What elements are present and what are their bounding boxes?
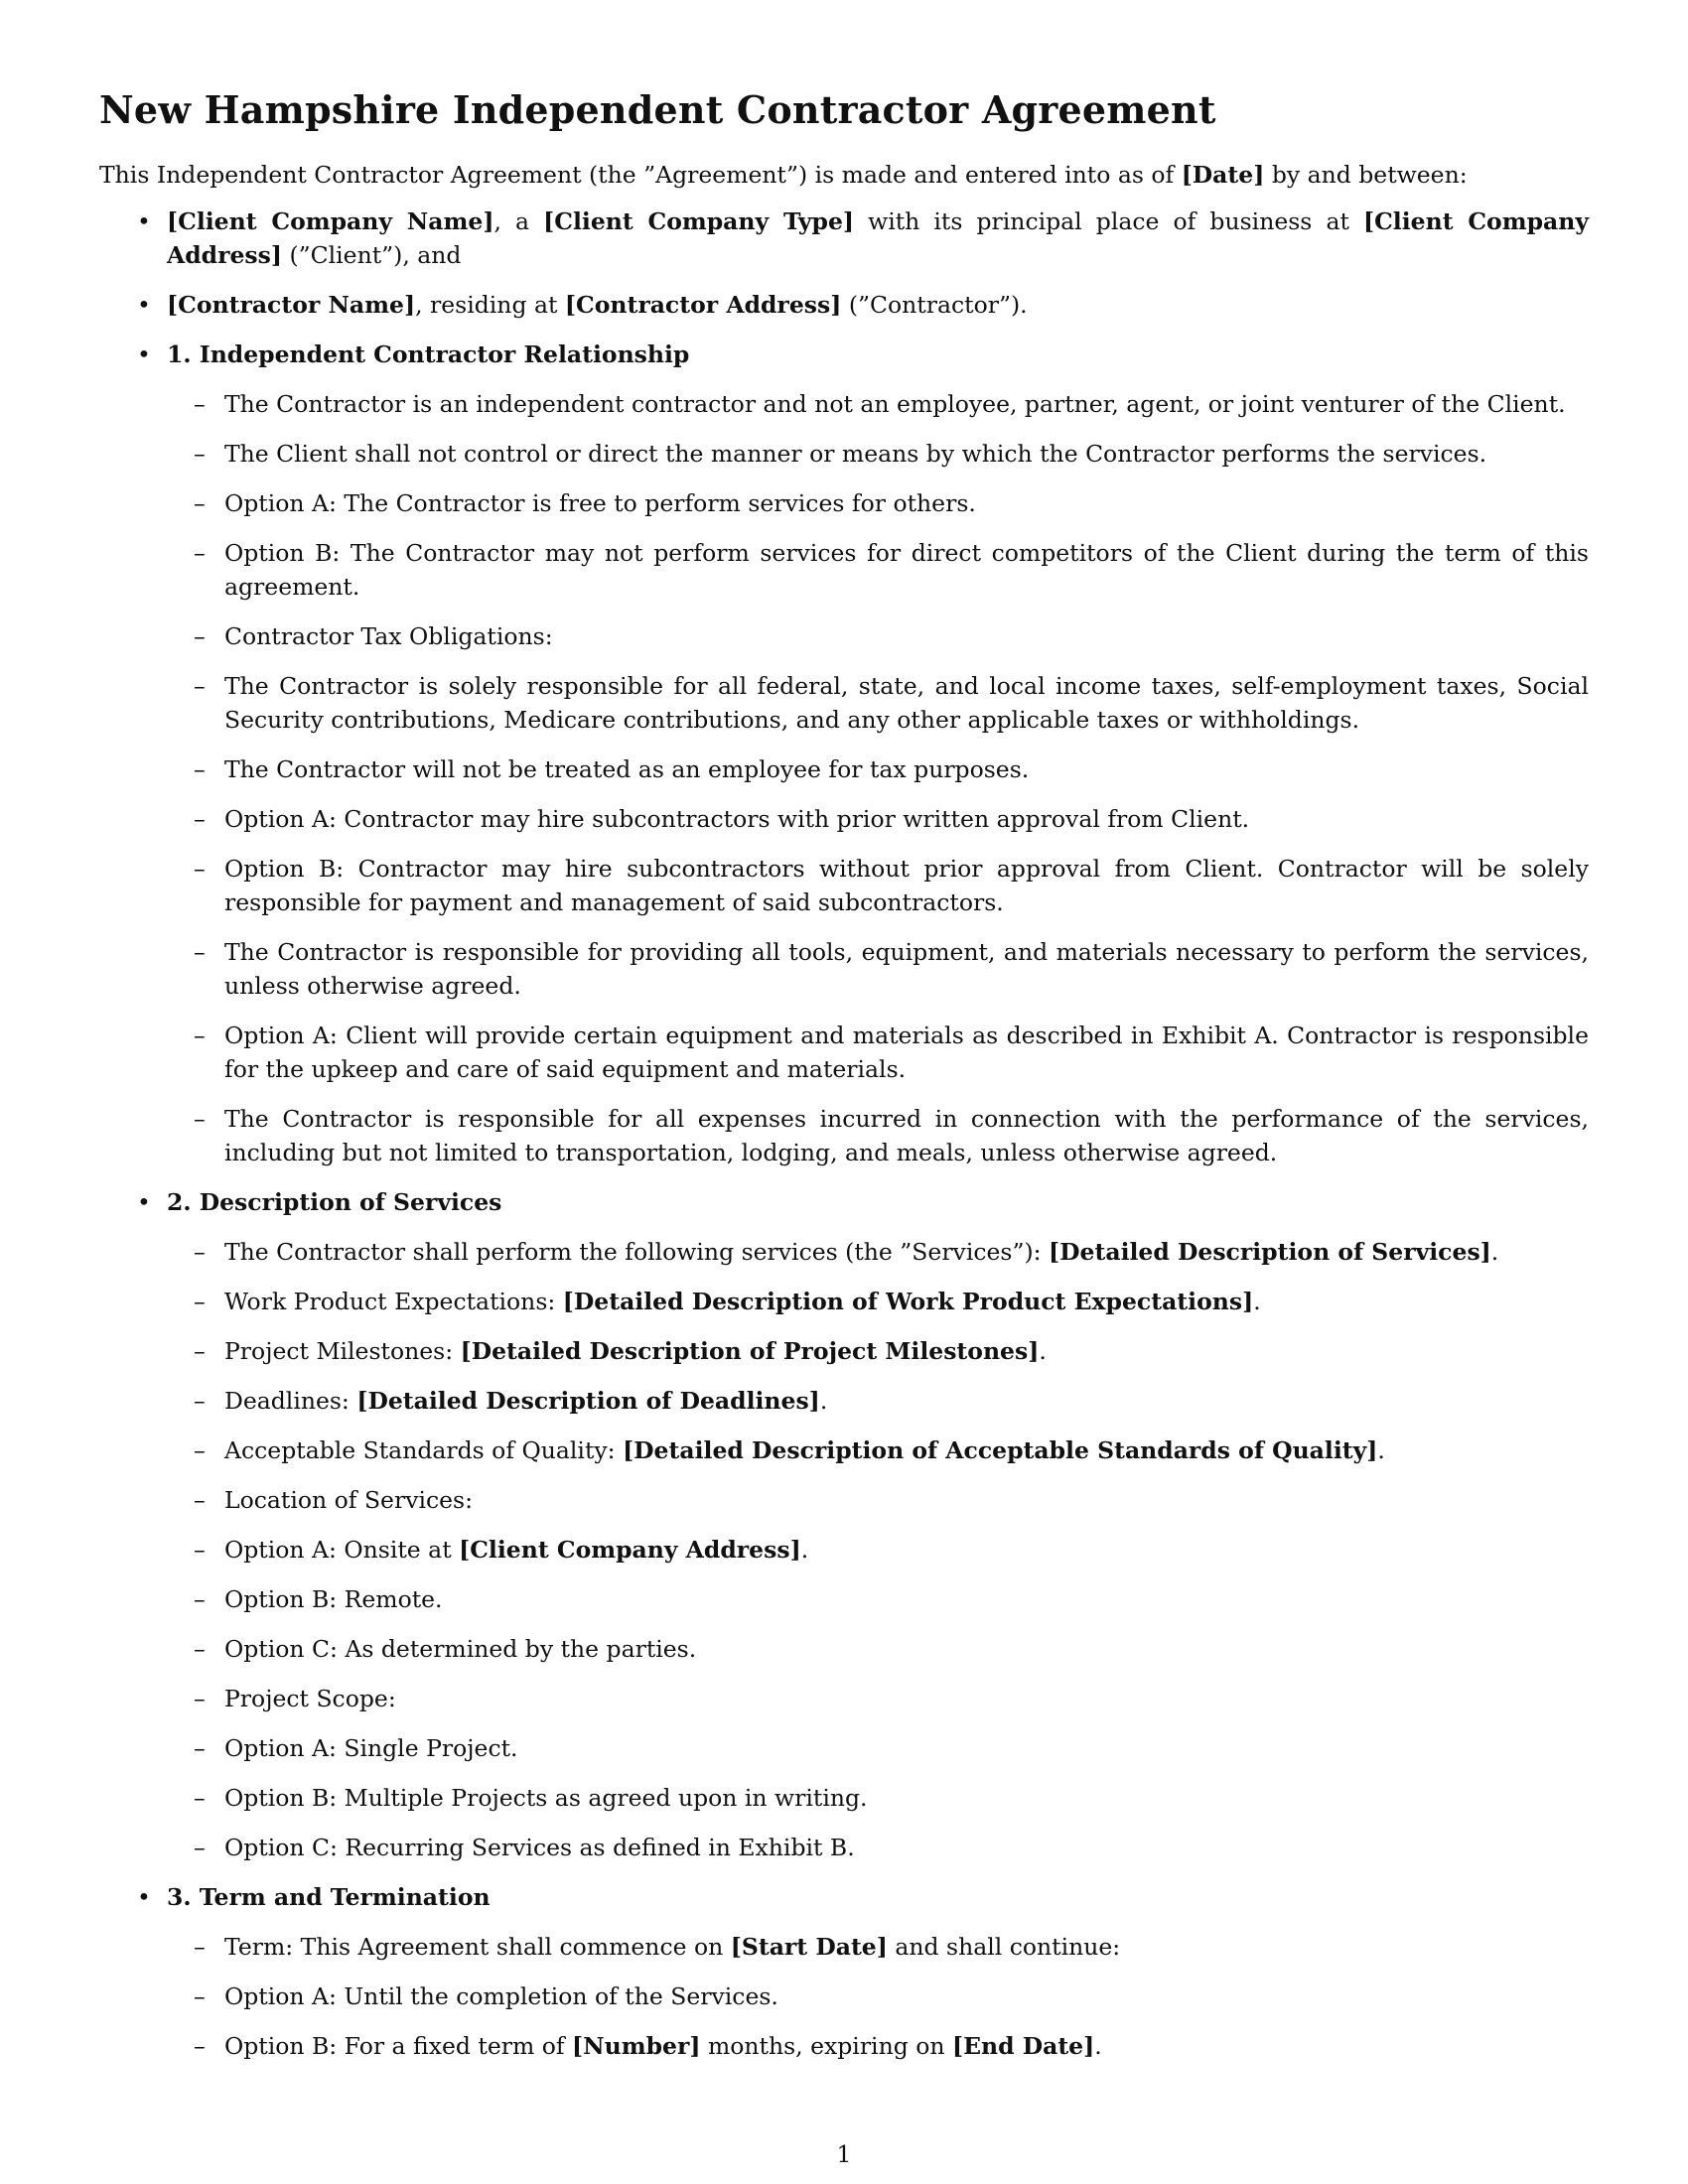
- client-type-placeholder: [Client Company Type]: [543, 207, 855, 235]
- list-item: – Project Scope:: [164, 1682, 1589, 1715]
- list-item: [164, 1235, 1589, 1269]
- text: Acceptable Standards of Quality:: [224, 1436, 624, 1464]
- text: (”Client”), and: [282, 241, 462, 269]
- section-2-title: 2. Description of Services: [167, 1188, 502, 1216]
- contractor-party-item: [99, 288, 1589, 322]
- section-2: [99, 1185, 1589, 1864]
- onsite-address-placeholder: [Client Company Address]: [459, 1536, 801, 1564]
- contractor-name-placeholder: [Contractor Name]: [167, 291, 416, 319]
- text: , a: [493, 207, 544, 235]
- number-placeholder: [Number]: [572, 2032, 701, 2060]
- list-item: – Option B: Multiple Projects as agreed upon in writing.: [164, 1781, 1589, 1815]
- document-title: New Hampshire Independent Contractor Agreement: [99, 87, 1216, 132]
- list-item: [164, 1384, 1589, 1418]
- list-item: [164, 1930, 1589, 1964]
- text: .: [1490, 1238, 1499, 1266]
- text: .: [800, 1536, 809, 1564]
- section-3-title: 3. Term and Termination: [167, 1883, 491, 1911]
- list-item: [164, 1334, 1589, 1368]
- client-party-item: [99, 205, 1589, 272]
- list-item: – Option A: Client will provide certain equipment and materials as described in Exhibit A. Contractor is responsible for the upkeep and care of said equipment and materials.: [164, 1019, 1589, 1086]
- section-1-title: 1. Independent Contractor Relationship: [167, 341, 690, 368]
- list-item: – The Contractor will not be treated as an employee for tax purposes.: [164, 752, 1589, 786]
- document-page: [99, 87, 1589, 2079]
- end-date-placeholder: [End Date]: [951, 2032, 1095, 2060]
- text: and shall continue:: [887, 1933, 1121, 1961]
- text: (”Contractor”).: [841, 291, 1028, 319]
- list-item: [164, 1533, 1589, 1567]
- list-item: – The Contractor is solely responsible for all federal, state, and local income taxes, self-employment taxes, Social Security contributions, Medicare contributions, and any other applicable taxes or withholdings.: [164, 669, 1589, 737]
- intro-paragraph: [99, 158, 1589, 192]
- intro-text: This Independent Contractor Agreement (the ”Agreement”) is made and entered into as of: [99, 161, 1182, 189]
- quality-placeholder: [Detailed Description of Acceptable Standards of Quality]: [623, 1436, 1378, 1464]
- text: .: [1039, 1337, 1047, 1365]
- text: Project Milestones:: [224, 1337, 461, 1365]
- list-item: – Location of Services:: [164, 1483, 1589, 1517]
- list-item: – Option A: Contractor may hire subcontractors with prior written approval from Client.: [164, 802, 1589, 836]
- list-item: – Option B: Remote.: [164, 1582, 1589, 1616]
- section-3: [99, 1880, 1589, 2063]
- list-item: – Option A: Until the completion of the Services.: [164, 1979, 1589, 2013]
- deadlines-placeholder: [Detailed Description of Deadlines]: [356, 1387, 820, 1415]
- text: with its principal place of business at: [854, 207, 1363, 235]
- text: Work Product Expectations:: [224, 1288, 563, 1315]
- date-placeholder: [Date]: [1181, 161, 1265, 189]
- list-item: [164, 1433, 1589, 1467]
- intro-text-end: by and between:: [1264, 161, 1468, 189]
- text: Option B: For a fixed term of: [224, 2032, 573, 2060]
- list-item: – Option A: Single Project.: [164, 1731, 1589, 1765]
- text: .: [1094, 2032, 1102, 2060]
- text: Deadlines:: [224, 1387, 357, 1415]
- list-item: – The Client shall not control or direct the manner or means by which the Contractor performs the services.: [164, 437, 1589, 471]
- list-item: – The Contractor is responsible for all expenses incurred in connection with the performance of the services, including but not limited to transportation, lodging, and meals, unless otherwise agreed.: [164, 1102, 1589, 1169]
- text: The Contractor shall perform the following services (the ”Services”):: [224, 1238, 1050, 1266]
- list-item: – Option B: The Contractor may not perform services for direct competitors of the Client during the term of this agreement.: [164, 536, 1589, 604]
- text: , residing at: [415, 291, 565, 319]
- section-1: [99, 338, 1589, 1169]
- list-item: [164, 2029, 1589, 2063]
- list-item: – Contractor Tax Obligations:: [164, 619, 1589, 653]
- client-address-placeholder: [Client Company Address]: [167, 207, 1589, 269]
- text: .: [819, 1387, 828, 1415]
- work-product-placeholder: [Detailed Description of Work Product Expectations]: [562, 1288, 1254, 1315]
- text: .: [1253, 1288, 1261, 1315]
- client-name-placeholder: [Client Company Name]: [167, 207, 494, 235]
- text: Term: This Agreement shall commence on: [224, 1933, 731, 1961]
- services-placeholder: [Detailed Description of Services]: [1049, 1238, 1491, 1266]
- start-date-placeholder: [Start Date]: [730, 1933, 888, 1961]
- text: months, expiring on: [700, 2032, 952, 2060]
- list-item: – Option C: Recurring Services as defined in Exhibit B.: [164, 1831, 1589, 1864]
- page-number: 1: [836, 2140, 852, 2168]
- contractor-address-placeholder: [Contractor Address]: [564, 291, 842, 319]
- text: .: [1377, 1436, 1385, 1464]
- section-1-list: [167, 387, 1589, 1169]
- list-item: – Option B: Contractor may hire subcontractors without prior approval from Client. Contractor will be solely responsible for payment and management of said subcontractors.: [164, 852, 1589, 919]
- text: Option A: Onsite at: [224, 1536, 460, 1564]
- milestones-placeholder: [Detailed Description of Project Milestones]: [460, 1337, 1040, 1365]
- agreement-list: [99, 205, 1589, 2063]
- list-item: – Option A: The Contractor is free to perform services for others.: [164, 486, 1589, 520]
- list-item: – The Contractor is responsible for providing all tools, equipment, and materials necessary to perform the services, unless otherwise agreed.: [164, 935, 1589, 1003]
- list-item: [164, 1285, 1589, 1318]
- section-2-list: [167, 1235, 1589, 1864]
- section-3-list: [167, 1930, 1589, 2063]
- list-item: – Option C: As determined by the parties.: [164, 1632, 1589, 1666]
- list-item: – The Contractor is an independent contractor and not an employee, partner, agent, or joint venturer of the Client.: [164, 387, 1589, 421]
